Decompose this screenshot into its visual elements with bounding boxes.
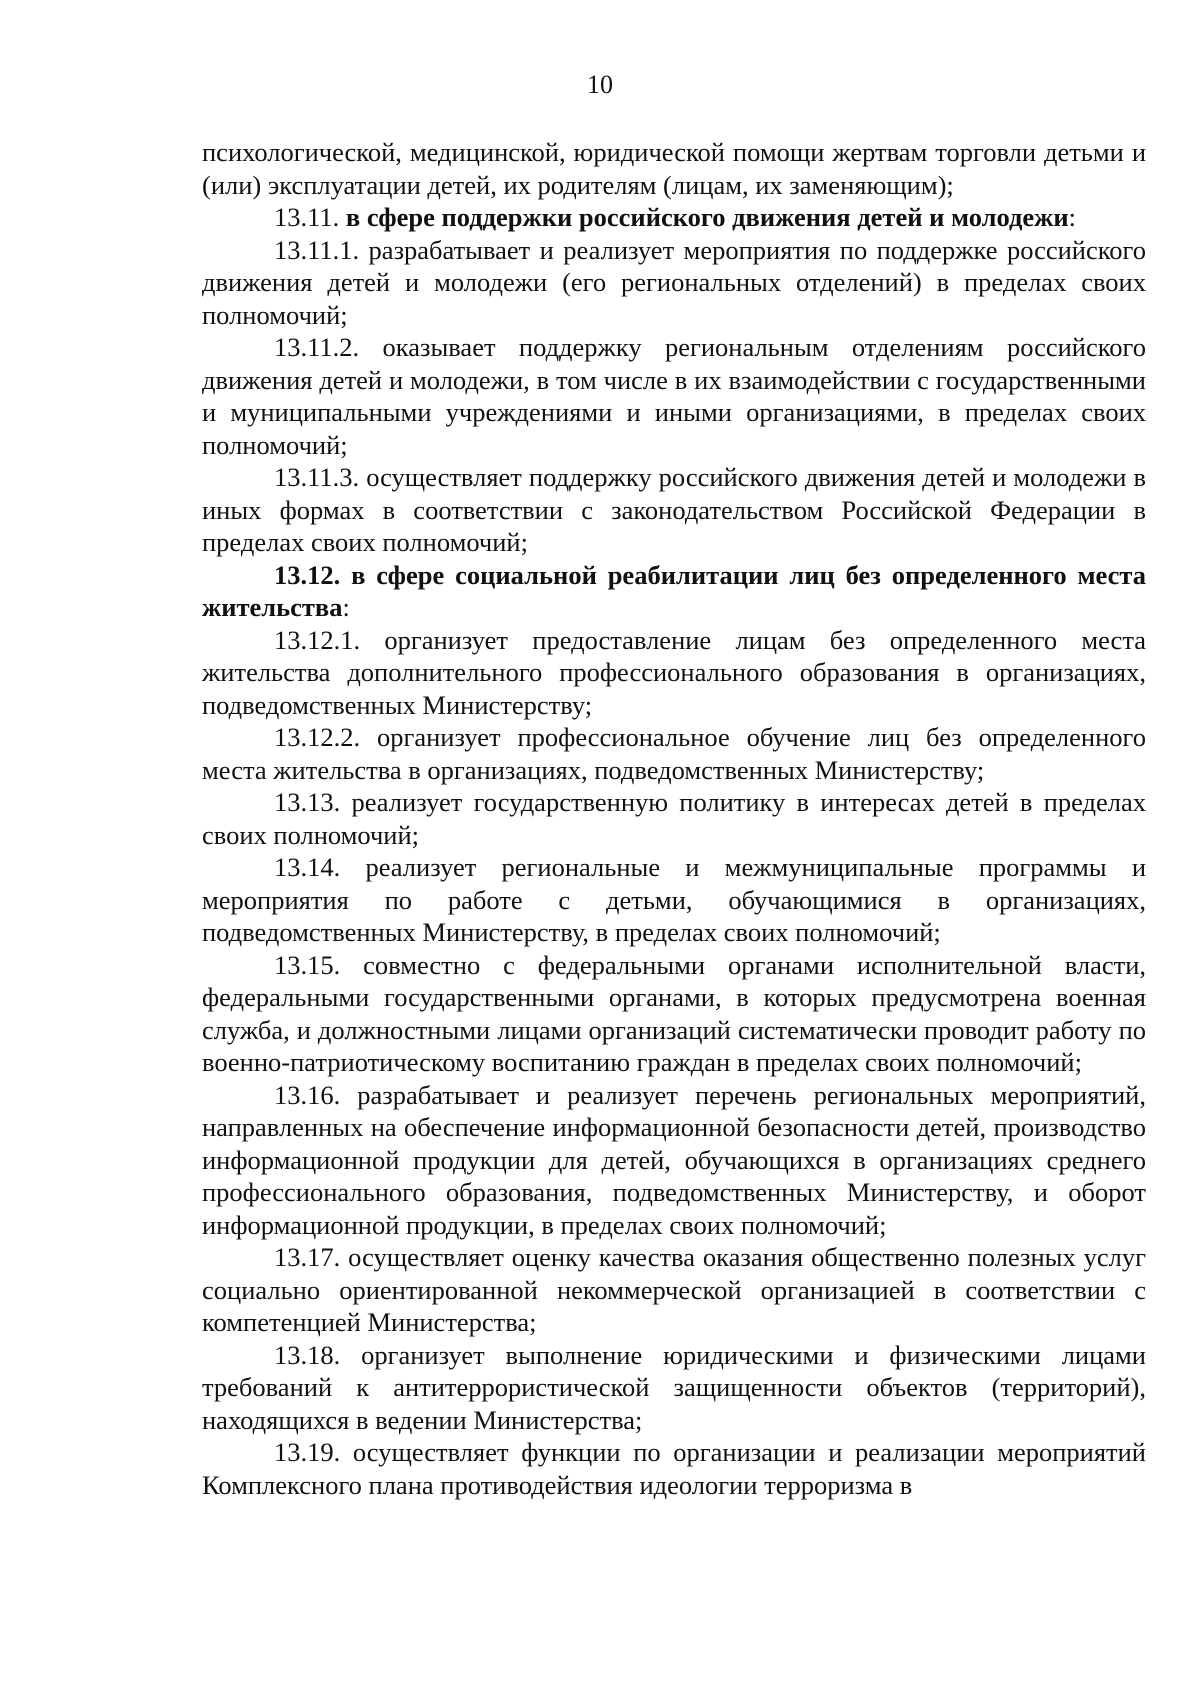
heading-number: 13.11. xyxy=(274,202,340,232)
heading-tail: : xyxy=(342,592,350,622)
paragraph-13-11-1: 13.11.1. разрабатывает и реализует мероприятия по поддержке российского движения детей и молодежи (его региональных отделений) в пределах своих полномочий; xyxy=(202,234,1146,330)
document-body xyxy=(202,136,1146,1501)
paragraph-13-11-2: 13.11.2. оказывает поддержку региональным отделениям российского движения детей и молодежи, в том числе в их взаимодействии с государственными и муниципальными учреждениями и иными организациями, в пределах своих полномочий; xyxy=(202,332,1146,460)
page-number: 10 xyxy=(587,70,613,99)
paragraph-13-12-2: 13.12.2. организует профессиональное обучение лиц без определенного места жительства в организациях, подведомственных Министерству; xyxy=(202,722,1146,785)
paragraph-13-14: 13.14. реализует региональные и межмуниципальные программы и мероприятия по работе с детьми, обучающимися в организациях, подведомственных Министерству, в пределах своих полномочий; xyxy=(202,852,1146,947)
paragraph-continuation: психологической, медицинской, юридической помощи жертвам торговли детьми и (или) эксплуатации детей, их родителям (лицам, их заменяющим); xyxy=(202,137,1146,200)
paragraph-13-16: 13.16. разрабатывает и реализует перечень региональных мероприятий, направленных на обеспечение информационной безопасности детей, производство информационной продукции для детей, обучающихся в организациях среднего профессионального образования, подведомственных Министерству, и оборот информационной продукции, в пределах своих полномочий; xyxy=(202,1079,1146,1240)
paragraph-13-18: 13.18. организует выполнение юридическими и физическими лицами требований к антитеррористической защищенности объектов (территорий), находящихся в ведении Министерства; xyxy=(202,1339,1146,1435)
heading-bold-text: в сфере поддержки российского движения детей и молодежи xyxy=(339,202,1069,232)
paragraph-13-11-3: 13.11.3. осуществляет поддержку российского движения детей и молодежи в иных формах в соответствии с законодательством Российской Федерации в пределах своих полномочий; xyxy=(202,462,1146,557)
heading-bold-text: 13.12. в сфере социальной реабилитации лиц без определенного места жительства xyxy=(202,559,1146,622)
paragraph-13-13: 13.13. реализует государственную политику в интересах детей в пределах своих полномочий; xyxy=(202,787,1146,850)
heading-tail: : xyxy=(1068,202,1076,232)
section-heading-13-12 xyxy=(202,559,1146,624)
section-heading-13-11 xyxy=(202,201,1146,234)
paragraph-13-17: 13.17. осуществляет оценку качества оказания общественно полезных услуг социально ориентированной некоммерческой организацией в соответствии с компетенцией Министерства; xyxy=(202,1242,1146,1337)
paragraph-13-12-1: 13.12.1. организует предоставление лицам без определенного места жительства дополнительного профессионального образования в организациях, подведомственных Министерству; xyxy=(202,624,1146,720)
paragraph-13-15: 13.15. совместно с федеральными органами исполнительной власти, федеральными государственными органами, в которых предусмотрена военная служба, и должностными лицами организаций систематически проводит работу по военно-патриотическому воспитанию граждан в пределах своих полномочий; xyxy=(202,949,1146,1077)
paragraph-13-19: 13.19. осуществляет функции по организации и реализации мероприятий Комплексного плана противодействия идеологии терроризма в xyxy=(202,1437,1146,1500)
